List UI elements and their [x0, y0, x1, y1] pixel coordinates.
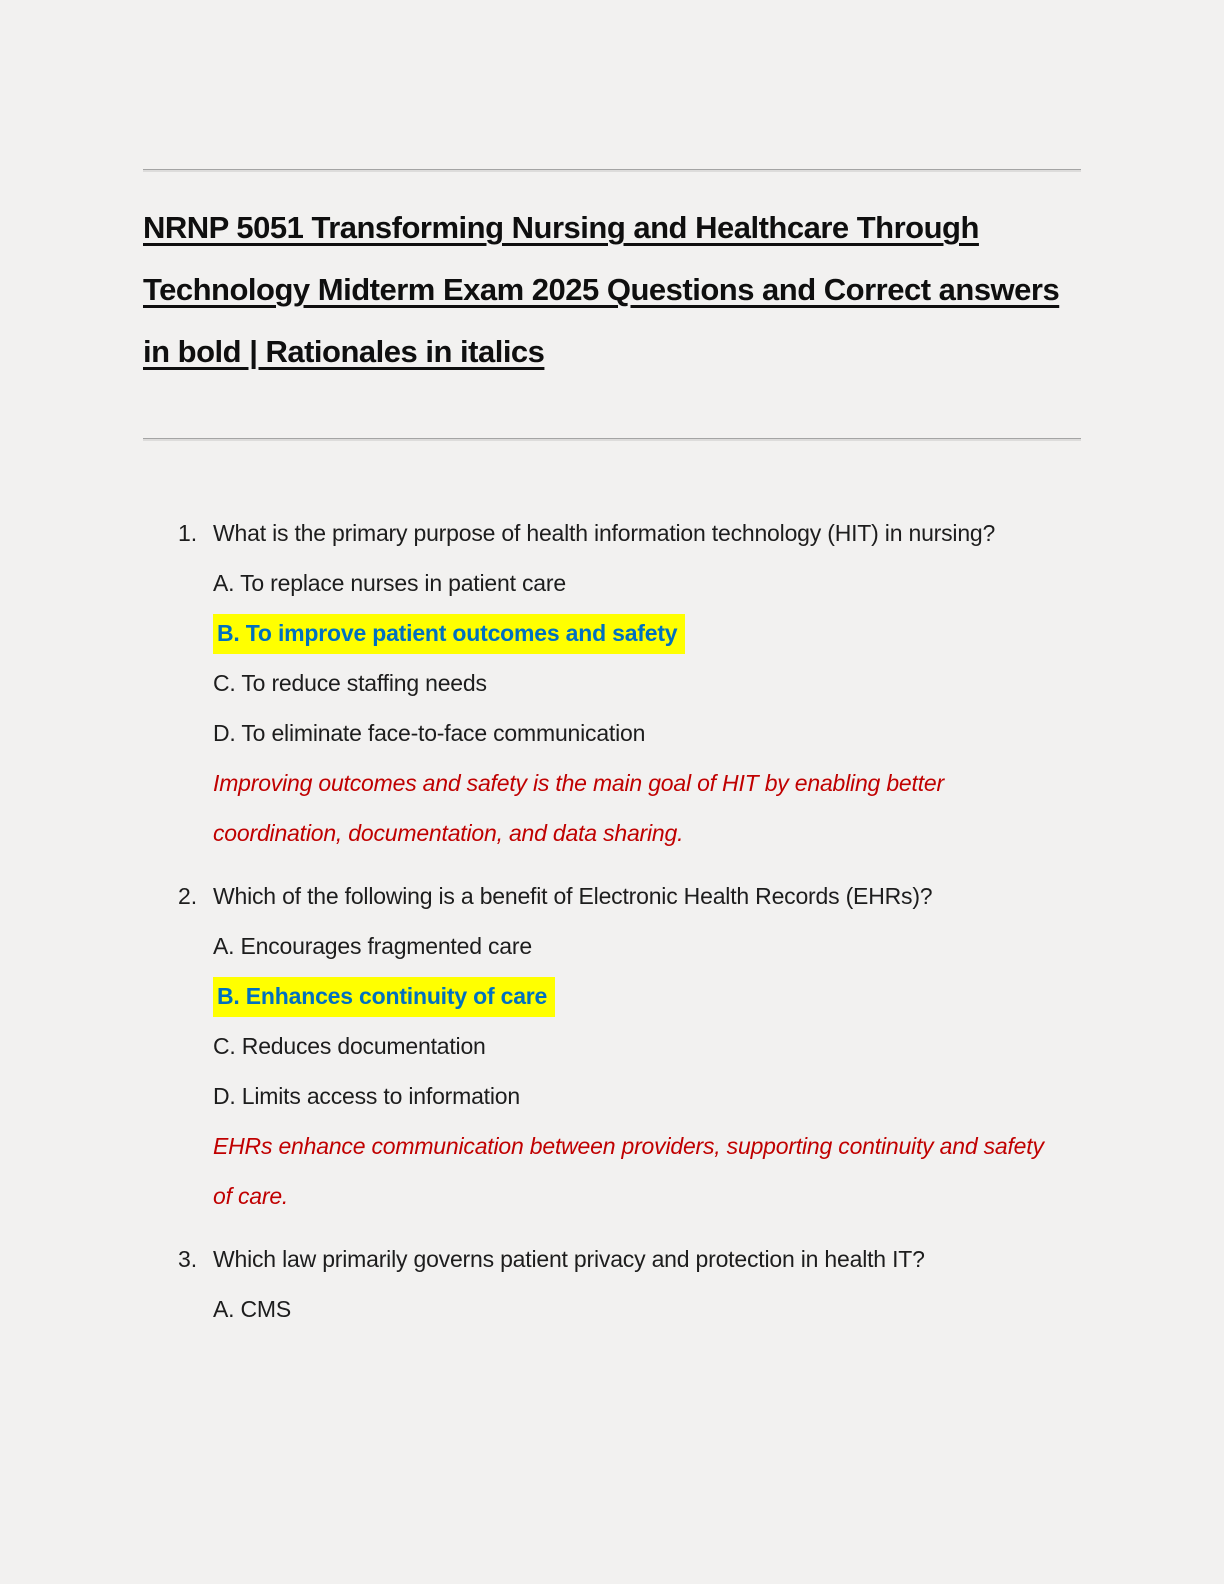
- question-list: [143, 508, 1081, 1334]
- answer-option-a: A. To replace nurses in patient care: [213, 570, 566, 596]
- question-number: 3.: [178, 1246, 198, 1272]
- correct-answer-option-b: [213, 608, 1058, 658]
- question-number: 1.: [178, 520, 198, 546]
- answer-option-c: C. Reduces documentation: [213, 1033, 486, 1059]
- rationale-text: EHRs enhance communication between providers, supporting continuity and safety of care.: [213, 1133, 1044, 1209]
- exam-title: NRNP 5051 Transforming Nursing and Healthcare Through Technology Midterm Exam 2025 Questions and Correct answers in bold | Rationales in italics: [143, 210, 1060, 369]
- question-item-2: [143, 871, 1081, 1221]
- rationale-text: Improving outcomes and safety is the main goal of HIT by enabling better coordination, documentation, and data sharing.: [213, 770, 944, 846]
- top-divider: [143, 169, 1081, 172]
- question-number: 2.: [178, 883, 198, 909]
- answer-option-d: D. To eliminate face-to-face communication: [213, 720, 646, 746]
- question-body: [213, 508, 1058, 858]
- bottom-divider: [143, 438, 1081, 441]
- answer-option-d: D. Limits access to information: [213, 1083, 520, 1109]
- question-body: [213, 871, 1058, 1221]
- question-text: What is the primary purpose of health information technology (HIT) in nursing?: [213, 520, 996, 546]
- answer-option-c: C. To reduce staffing needs: [213, 670, 487, 696]
- question-item-1: [143, 508, 1081, 858]
- correct-answer-option-b: [213, 971, 1058, 1021]
- question-item-3: [143, 1234, 1081, 1334]
- question-text: Which law primarily governs patient privacy and protection in health IT?: [213, 1246, 925, 1272]
- correct-answer-highlight: B. To improve patient outcomes and safety: [213, 614, 685, 654]
- correct-answer-highlight: B. Enhances continuity of care: [213, 977, 555, 1017]
- answer-option-a: A. Encourages fragmented care: [213, 933, 532, 959]
- question-text: Which of the following is a benefit of Electronic Health Records (EHRs)?: [213, 883, 933, 909]
- answer-option-a: A. CMS: [213, 1296, 292, 1322]
- question-body: [213, 1234, 1058, 1334]
